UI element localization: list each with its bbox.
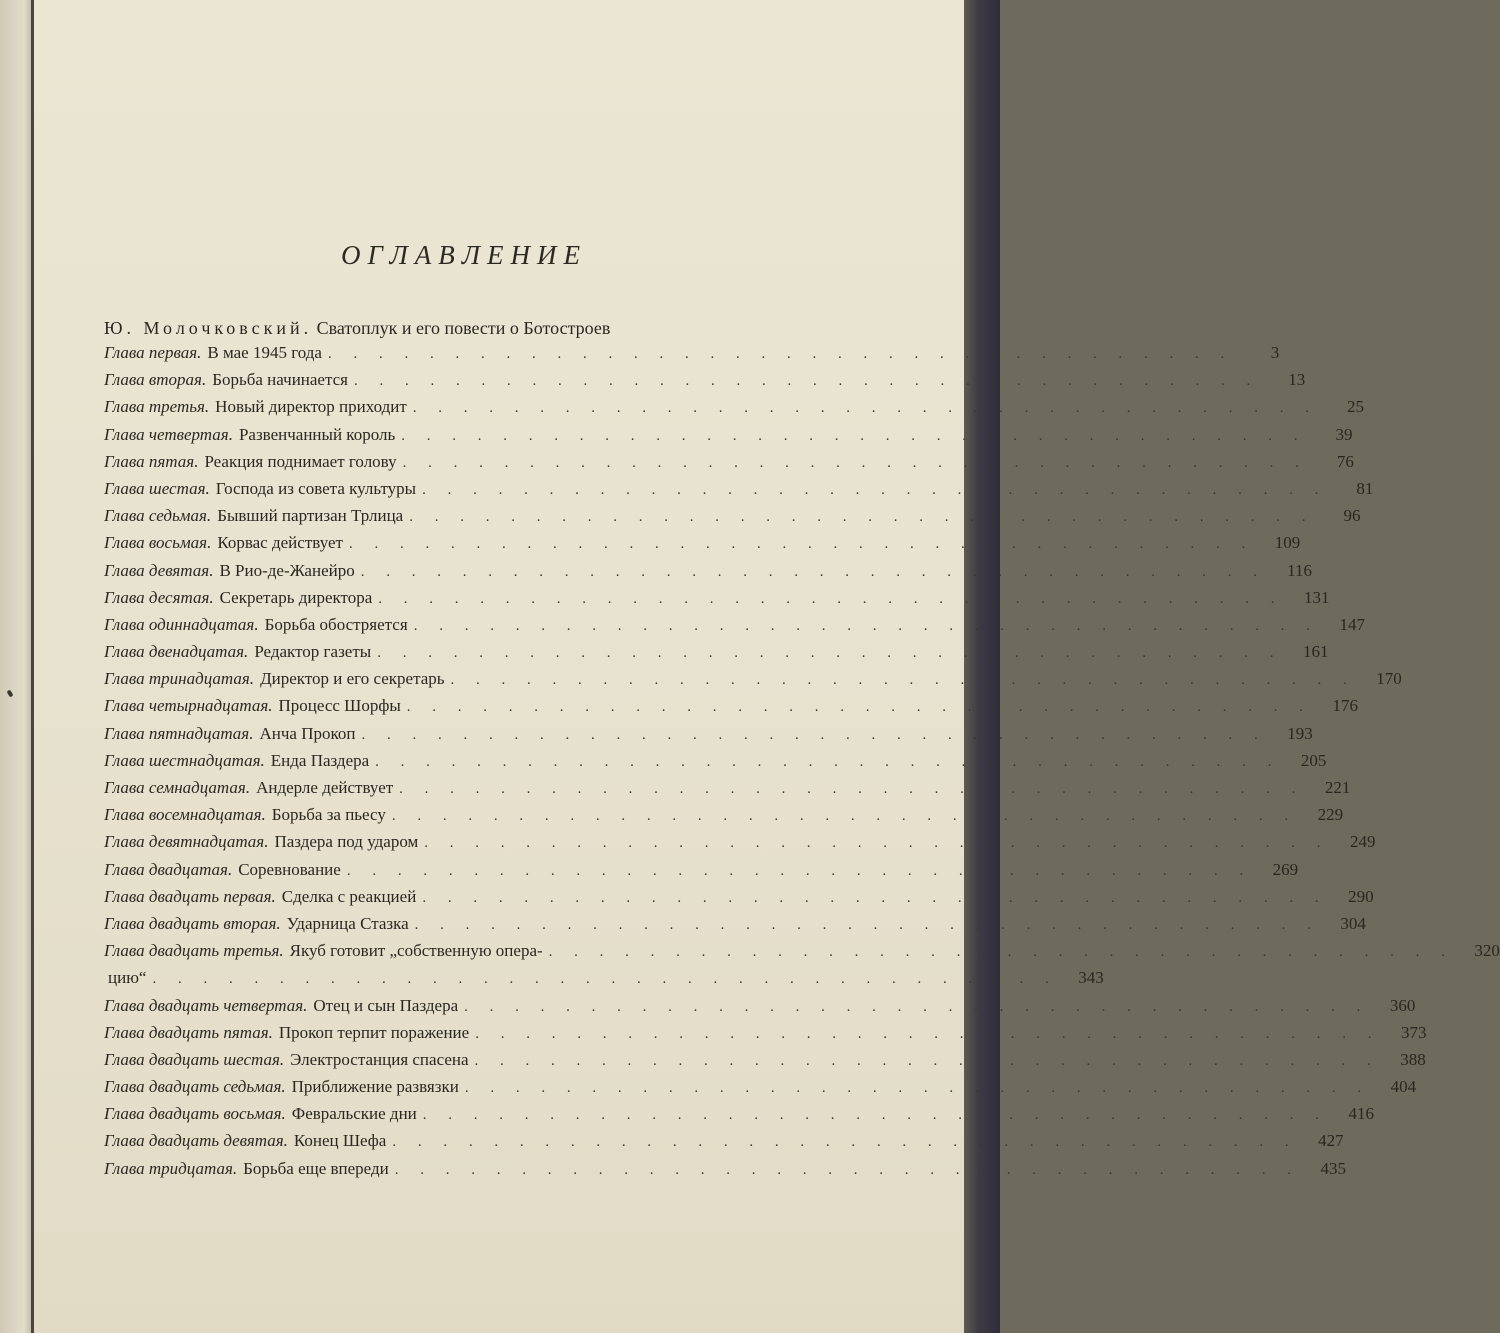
chapter-label: Глава семнадцатая. xyxy=(104,778,251,797)
chapter-title: Конец Шефа xyxy=(293,1131,387,1151)
table-of-contents xyxy=(104,343,1500,1186)
chapter-title: Секретарь директора xyxy=(219,587,373,607)
chapter-title: Борьба обостряется xyxy=(264,614,408,634)
toc-entry xyxy=(104,397,1365,424)
dot-leader: . . . . . . . . . . . . . . . . . . . . . . . . . . . . . . . . . . . . xyxy=(399,781,1305,797)
chapter-title: Отец и сын Паздера xyxy=(313,995,459,1015)
page-number: 304 xyxy=(1340,913,1366,933)
page-number: 290 xyxy=(1348,886,1374,906)
page-number: 269 xyxy=(1272,859,1299,879)
chapter-title: В мае 1945 года xyxy=(207,343,322,362)
page-number: 249 xyxy=(1350,832,1376,852)
chapter-label: Глава девятая. xyxy=(104,560,214,580)
dot-leader: . . . . . . . . . . . . . . . . . . . . . . . . . . . . . . . . . . . . xyxy=(412,400,1319,417)
dot-leader: . . . . . . . . . . . . . . . . . . . . . . . . . . . . . . . . . . . . xyxy=(413,617,1319,634)
page-number: 205 xyxy=(1300,750,1327,770)
book-cover-edge xyxy=(964,0,1000,1333)
chapter-title: В Рио-де-Жанейро xyxy=(219,560,355,580)
chapter-title: Ударница Стазка xyxy=(286,913,409,933)
toc-entry xyxy=(104,560,1312,588)
page-number: 131 xyxy=(1304,587,1330,607)
toc-entry xyxy=(104,750,1327,778)
page-number: 161 xyxy=(1302,642,1329,662)
chapter-label: Глава двадцать четвертая. xyxy=(104,995,308,1015)
page-number: 388 xyxy=(1400,1049,1426,1069)
page-number: 435 xyxy=(1320,1158,1347,1178)
chapter-label: Глава двадцать пятая. xyxy=(104,1022,273,1042)
page-number: 76 xyxy=(1336,451,1354,471)
chapter-label: Глава тридцатая. xyxy=(104,1158,238,1178)
chapter-title: Директор и его секретарь xyxy=(260,669,445,689)
chapter-label: Глава первая. xyxy=(104,343,202,362)
chapter-title: Сделка с реакцией xyxy=(281,886,417,906)
chapter-title: Анча Прокоп xyxy=(259,723,356,743)
dot-leader: . . . . . . . . . . . . . . . . . . . . . . . . . . . . . . . . . . . . xyxy=(450,672,1356,689)
dot-leader: . . . . . . . . . . . . . . . . . . . . . . . . . . . . . . . . . . . . xyxy=(353,373,1260,390)
toc-entry xyxy=(104,832,1376,859)
chapter-label: Глава двенадцатая. xyxy=(104,642,249,662)
toc-entry xyxy=(104,723,1313,751)
chapter-label: Глава двадцать восьмая. xyxy=(104,1104,286,1124)
dot-leader: . . . . . . . . . . . . . . . . . . . . . . . . . . . . . . . . . . . . xyxy=(475,1025,1381,1042)
dot-leader: . . . . . . . . . . . . . . . . . . . . . . . . . . . . . . . . . . . . xyxy=(394,1161,1301,1178)
dot-leader: . . . . . . . . . . . . . . . . . . . . . . . . . . . . . . . . . . . . xyxy=(474,1052,1380,1069)
left-page-edge xyxy=(0,0,34,1333)
dot-leader: . . . . . . . . . . . . . . . . . . . . . . . . . . . . . . . . . . . . xyxy=(401,427,1307,444)
chapter-label: Глава шестая. xyxy=(104,478,210,498)
chapter-label: Глава вторая. xyxy=(104,370,207,390)
dot-leader: . . . . . . . . . . . . . . . . . . . . . . . . . . . . . . . . . . . . xyxy=(422,889,1328,906)
chapter-title: Борьба за пьесу xyxy=(271,805,386,825)
toc-entry xyxy=(104,968,1104,995)
dot-leader: . . . . . . . . . . . . . . . . . . . . . . . . . . . . . . . . . . . . xyxy=(361,726,1267,743)
chapter-title: Борьба еще впереди xyxy=(243,1158,389,1178)
page-number: 320 xyxy=(1474,941,1500,961)
dot-leader: . . . . . . . . . . . . . . . . . . . . . . . . . . . . . . . . . . . . xyxy=(402,454,1308,471)
toc-entry xyxy=(104,1077,1417,1104)
page-number: 193 xyxy=(1287,723,1313,743)
dot-leader: . . . . . . . . . . . . . . . . . . . . . . . . . . . . . . . . . . . . xyxy=(422,481,1328,498)
preface-author: Ю. Молочковский. xyxy=(104,318,313,338)
toc-entry xyxy=(104,1049,1426,1077)
toc-entry xyxy=(104,478,1374,506)
chapter-title: Приближение развязки xyxy=(291,1077,459,1097)
page-number: 373 xyxy=(1400,1022,1427,1042)
page-number: 176 xyxy=(1332,696,1359,716)
dot-leader: . . . . . . . . . . . . . . . . . . . . . . . . . . . . . . . . . . . . xyxy=(392,1134,1298,1151)
toc-entry xyxy=(104,343,1280,370)
chapter-label: Глава девятнадцатая. xyxy=(104,832,269,852)
toc-entry xyxy=(104,642,1329,669)
page-number: 416 xyxy=(1348,1104,1375,1124)
chapter-label: Глава четырнадцатая. xyxy=(104,696,273,716)
chapter-title: Якуб готовит „собственную опера- xyxy=(289,941,543,961)
toc-entry xyxy=(104,506,1361,533)
toc-entry xyxy=(104,913,1366,941)
page-number: 109 xyxy=(1274,533,1301,553)
toc-entry xyxy=(104,805,1344,832)
toc-entry xyxy=(104,370,1306,397)
chapter-label: Глава четвертая. xyxy=(104,424,233,444)
chapter-label: Глава восемнадцатая. xyxy=(104,805,266,825)
chapter-label: Глава тринадцатая. xyxy=(104,669,255,689)
toc-entry xyxy=(104,1131,1344,1158)
chapter-label: Глава восьмая. xyxy=(104,533,212,553)
chapter-label: Глава третья. xyxy=(104,397,210,417)
page-number: 427 xyxy=(1318,1131,1344,1151)
dot-leader: . . . . . . . . . . . . . . . . . . . . . . . . . . . . . . . . . . . . xyxy=(378,590,1284,607)
toc-entry xyxy=(104,1022,1427,1050)
dot-leader: . . . . . . . . . . . . . . . . . . . . . . . . . . . . . . . . . . . . xyxy=(464,1080,1371,1097)
page-number: 96 xyxy=(1343,506,1361,526)
chapter-label: Глава одиннадцатая. xyxy=(104,614,259,634)
page-number: 3 xyxy=(1270,343,1280,362)
dot-leader: . . . . . . . . . . . . . . . . . . . . . . . . . . . . . . . . . . . . xyxy=(346,862,1253,879)
toc-entry xyxy=(104,669,1402,696)
toc-entry xyxy=(104,587,1330,615)
page-number: 25 xyxy=(1347,397,1365,417)
page-number: 229 xyxy=(1317,805,1344,825)
chapter-label: Глава двадцать шестая. xyxy=(104,1049,285,1069)
chapter-label: Глава двадцать девятая. xyxy=(104,1131,288,1151)
dot-leader: . . . . . . . . . . . . . . . . . . . . . . . . . . . . . . . . . . . . xyxy=(348,536,1255,553)
page-number: 404 xyxy=(1390,1077,1417,1097)
chapter-title: Процесс Шорфы xyxy=(278,696,401,716)
chapter-label: Глава двадцатая. xyxy=(104,859,233,879)
page-number: 13 xyxy=(1288,370,1306,390)
toc-entry xyxy=(104,1158,1347,1186)
toc-entry xyxy=(104,424,1353,452)
chapter-title: Новый директор приходит xyxy=(215,397,407,417)
chapter-title: Электростанция спасена xyxy=(290,1049,469,1069)
chapter-title: Прокоп терпит поражение xyxy=(278,1022,470,1042)
chapter-label: Глава пятнадцатая. xyxy=(104,723,254,743)
chapter-title: Бывший партизан Трлица xyxy=(217,506,404,526)
chapter-title: Развенчанный король xyxy=(238,424,396,444)
toc-entry xyxy=(104,886,1374,914)
chapter-label: Глава двадцать седьмая. xyxy=(104,1077,286,1097)
toc-entry xyxy=(104,941,1500,968)
toc-entry xyxy=(104,696,1359,723)
chapter-title: Енда Паздера xyxy=(270,750,370,770)
dot-leader: . . . . . . . . . . . . . . . . . . . . . . . . . . . . . . . . . . . . xyxy=(409,509,1315,526)
chapter-title: Господа из совета культуры xyxy=(215,478,417,498)
page-number: 116 xyxy=(1287,560,1312,580)
page-title: ОГЛАВЛЕНИЕ xyxy=(340,240,588,270)
dot-leader: . . . . . . . . . . . . . . . . . . . . . . . . . . . . . . . . . . . . xyxy=(377,645,1283,662)
chapter-title: Паздера под ударом xyxy=(274,832,419,852)
page-number: 147 xyxy=(1339,614,1365,634)
dot-leader: . . . . . . . . . . . . . . . . . . . . . . . . . . . . . . . . . . . . xyxy=(360,563,1266,580)
toc-entry xyxy=(104,778,1351,805)
chapter-title: Реакция поднимает голову xyxy=(204,451,397,471)
preface-entry xyxy=(104,318,824,339)
page-number: 39 xyxy=(1335,424,1353,444)
dot-leader: . . . . . . . . . . . . . . . . . . . . . . . . . . . . . . . . . . . . xyxy=(422,1107,1329,1124)
chapter-label: Глава десятая. xyxy=(104,587,214,607)
toc-entry xyxy=(104,1104,1375,1131)
toc-entry xyxy=(104,533,1301,560)
dot-leader: . . . . . . . . . . . . . . . . . . . . . . . . . . . . . . . . . . . . xyxy=(424,835,1330,852)
dot-leader: . . . . . . . . . . . . . . . . . . . . . . . . . . . . . . . . . . . . xyxy=(548,944,1454,961)
page-number: 81 xyxy=(1356,478,1374,498)
chapter-title: Корвас действует xyxy=(217,533,343,553)
chapter-label: Глава седьмая. xyxy=(104,506,212,526)
chapter-label: Глава двадцать третья. xyxy=(104,941,284,961)
dot-leader: . . . . . . . . . . . . . . . . . . . . . . . . . . . . . . . . . . . . xyxy=(406,699,1313,716)
chapter-label: Глава двадцать вторая. xyxy=(104,913,281,933)
chapter-label: Глава пятая. xyxy=(104,451,199,471)
toc-entry xyxy=(104,859,1299,887)
page-number: 170 xyxy=(1376,669,1402,689)
preface-title: Сватоплук и его повести о Ботостроев xyxy=(316,318,611,338)
dot-leader: . . . . . . . . . . . . . . . . . . . . . . . . . . . . . . . . . . . . xyxy=(391,808,1298,825)
chapter-title: цию“ xyxy=(108,968,147,988)
dot-leader: . . . . . . . . . . . . . . . . . . . . . . . . . . . . . . . . . . . . xyxy=(152,971,1058,988)
chapter-title: Редактор газеты xyxy=(254,642,372,662)
dot-leader: . . . . . . . . . . . . . . . . . . . . . . . . . . . . . . . . . . . . xyxy=(464,998,1370,1015)
chapter-title: Борьба начинается xyxy=(212,370,348,390)
dot-leader: . . . . . . . . . . . . . . . . . . . . . . . . . . . . . . . . . . . . xyxy=(327,346,1234,362)
page-number: 221 xyxy=(1324,778,1351,797)
dot-leader: . . . . . . . . . . . . . . . . . . . . . . . . . . . . . . . . . . . . xyxy=(375,753,1281,770)
dot-leader: . . . . . . . . . . . . . . . . . . . . . . . . . . . . . . . . . . . . xyxy=(414,916,1320,933)
chapter-title: Февральские дни xyxy=(291,1104,417,1124)
chapter-title: Андерле действует xyxy=(256,778,394,797)
page-number: 343 xyxy=(1078,968,1104,988)
chapter-label: Глава двадцать первая. xyxy=(104,886,276,906)
page-number: 360 xyxy=(1389,995,1416,1015)
toc-entry xyxy=(104,995,1416,1023)
chapter-label: Глава шестнадцатая. xyxy=(104,750,265,770)
toc-entry xyxy=(104,614,1365,642)
chapter-title: Соревнование xyxy=(238,859,341,879)
toc-entry xyxy=(104,451,1354,479)
